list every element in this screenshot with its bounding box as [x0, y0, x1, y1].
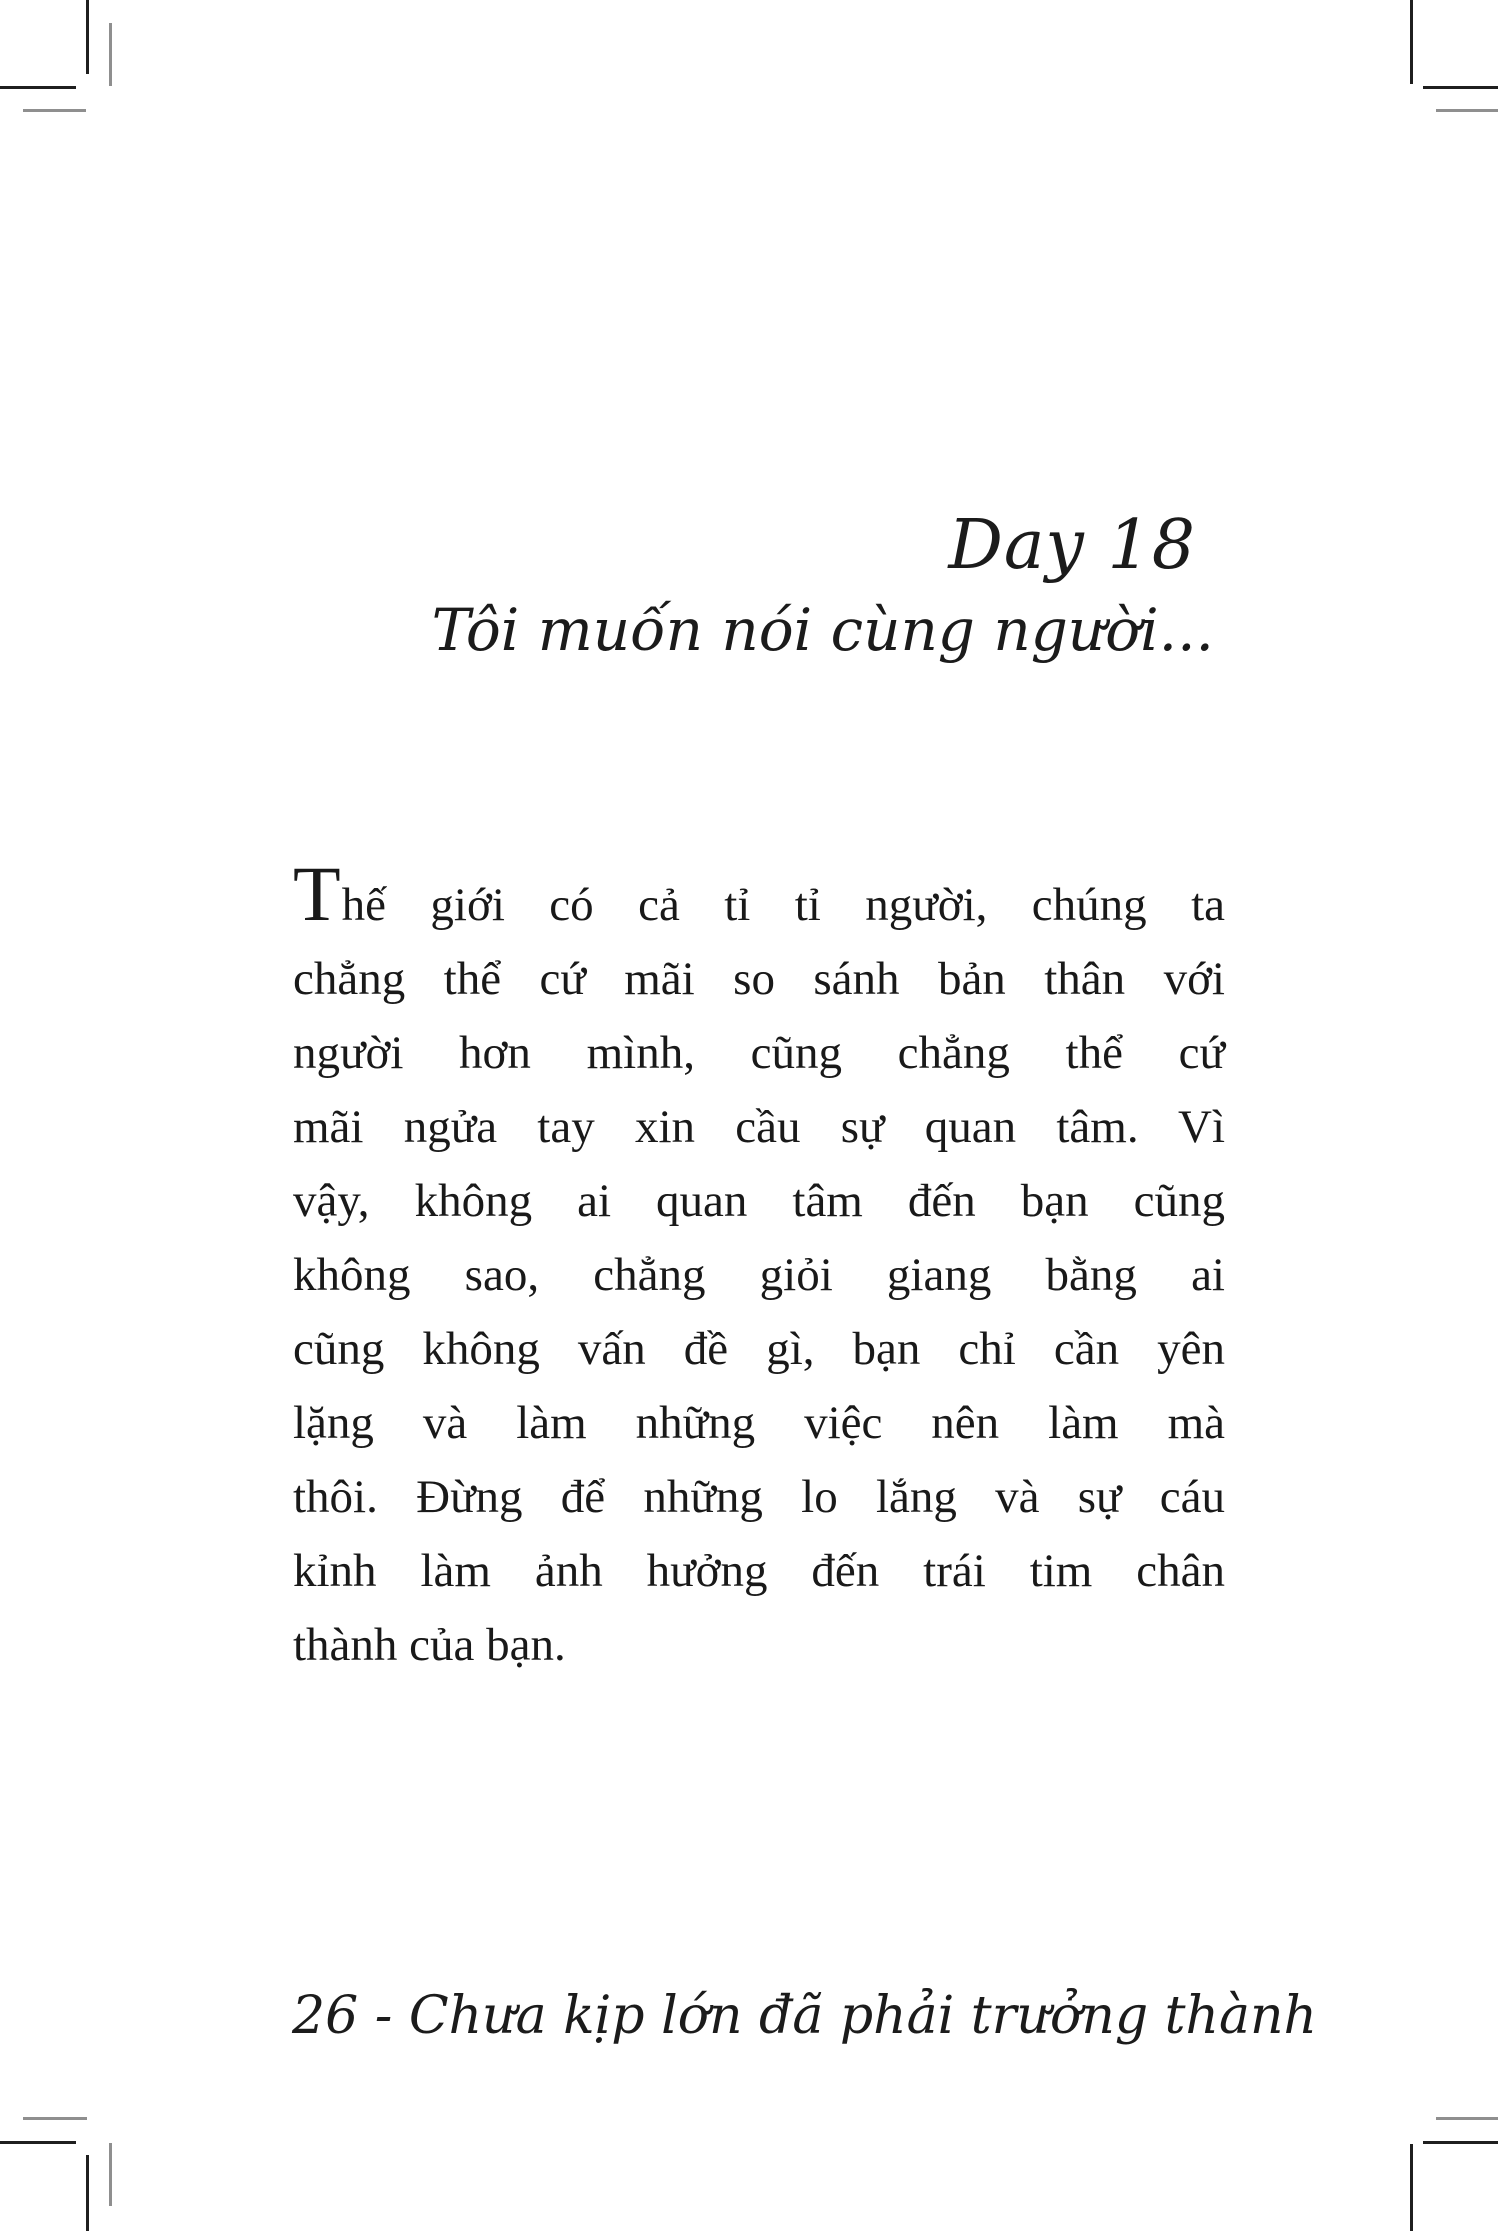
chapter-title: Day 18 [948, 506, 1196, 585]
footer-separator: - [374, 1986, 393, 2046]
page-number: 26 [292, 1986, 359, 2046]
crop-mark-top-right-vertical [1410, 0, 1413, 84]
chapter-subtitle: Tôi muốn nói cùng người... [431, 596, 1214, 664]
body-line-11: thành của bạn. [293, 1619, 566, 1671]
body-line-5: vậy, không ai quan tâm đến bạn cũng [293, 1175, 1225, 1227]
crop-mark-top-left-horizontal [0, 86, 76, 89]
crop-mark-bottom-right-vertical [1410, 2144, 1413, 2231]
body-line-4: mãi ngửa tay xin cầu sự quan tâm. Vì [293, 1101, 1225, 1153]
body-line-3: người hơn mình, cũng chẳng thể cứ [293, 1027, 1225, 1079]
crop-mark-bottom-left-vertical-ghost [109, 2143, 112, 2206]
page-footer [292, 1982, 1317, 2050]
crop-mark-bottom-right-horizontal [1423, 2141, 1498, 2144]
crop-mark-top-left-vertical-ghost [109, 23, 112, 86]
chapter-header [432, 500, 1214, 668]
body-line-8: lặng và làm những việc nên làm mà [293, 1397, 1225, 1449]
body-paragraph [293, 850, 1225, 1682]
crop-mark-top-left-vertical [86, 0, 89, 74]
body-line-1 [293, 850, 1225, 942]
body-line-2: chẳng thể cứ mãi so sánh bản thân với [293, 953, 1225, 1005]
book-title: Chưa kịp lớn đã phải trưởng thành [408, 1986, 1318, 2046]
body-line-9: thôi. Đừng để những lo lắng và sự cáu [293, 1471, 1225, 1523]
crop-mark-top-right-horizontal [1423, 86, 1498, 89]
body-line-6: không sao, chẳng giỏi giang bằng ai [293, 1249, 1225, 1301]
crop-mark-bottom-right-horizontal-ghost [1436, 2117, 1498, 2120]
crop-mark-top-right-horizontal-ghost [1436, 109, 1498, 112]
crop-mark-bottom-left-horizontal-ghost [23, 2117, 87, 2120]
drop-cap-initial: T [293, 850, 342, 937]
crop-mark-bottom-left-horizontal [0, 2141, 76, 2144]
crop-mark-bottom-left-vertical [86, 2155, 89, 2231]
body-line-1-text: hế giới có cả tỉ tỉ người, chúng ta [341, 879, 1225, 931]
body-line-10: kỉnh làm ảnh hưởng đến trái tim chân [293, 1545, 1225, 1597]
crop-mark-top-left-horizontal-ghost [23, 109, 86, 112]
body-line-7: cũng không vấn đề gì, bạn chỉ cần yên [293, 1323, 1225, 1375]
